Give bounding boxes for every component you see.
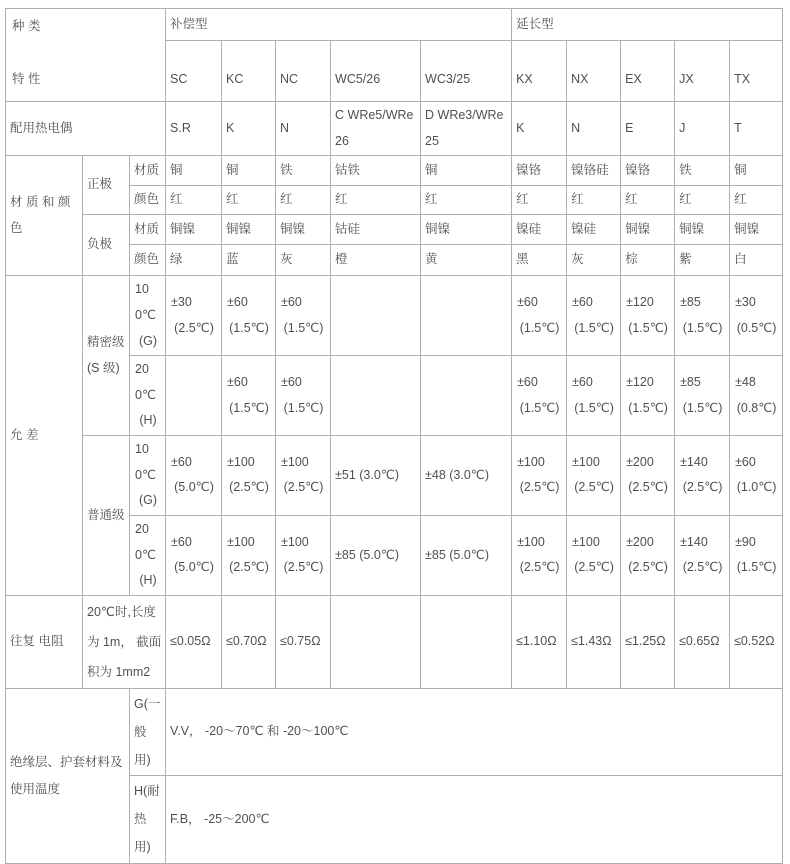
grade-g-label: (G) xyxy=(138,333,158,348)
tolerance-cell-single: ±85 (5.0℃) xyxy=(421,515,512,595)
pos-color-cell: 红 xyxy=(730,186,783,215)
tolerance-label: 允 差 xyxy=(6,276,83,596)
thermocouple-wire-spec-table xyxy=(5,8,783,864)
tc-row-label: 配用热电偶 xyxy=(6,102,166,156)
tolerance-cell: ±100 (2.5℃) xyxy=(276,436,331,516)
tolerance-cell: ±140 (2.5℃) xyxy=(675,515,730,595)
resistance-cell: ≤1.43Ω xyxy=(567,595,621,688)
pos-mat-cell: 镍铬硅 xyxy=(567,156,621,186)
tolerance-cell: ±60 (1.0℃) xyxy=(730,436,783,516)
tc-cell: K xyxy=(222,102,276,156)
tolerance-cell: ±60 (1.5℃) xyxy=(567,356,621,436)
tolerance-cell: ±85 (1.5℃) xyxy=(675,276,730,356)
resistance-label: 往复 电阻 xyxy=(6,595,83,688)
resistance-cell-empty xyxy=(421,595,512,688)
material-color-label: 材 质 和 颜 色 xyxy=(6,156,83,276)
temp-200-label: 200℃ xyxy=(135,362,156,402)
tc-cell: N xyxy=(276,102,331,156)
tolerance-cell: ±60 (1.5℃) xyxy=(276,356,331,436)
type-cell-tx: TX xyxy=(730,41,783,102)
temp-h-cell xyxy=(130,356,166,436)
tolerance-cell: ±60 (1.5℃) xyxy=(512,276,567,356)
grade-h-label: (H) xyxy=(139,413,157,428)
resistance-cell: ≤0.52Ω xyxy=(730,595,783,688)
tolerance-cell: ±120 (1.5℃) xyxy=(621,356,675,436)
pos-mat-cell: 铁 xyxy=(276,156,331,186)
type-cell-wc526: WC5/26 xyxy=(331,41,421,102)
tc-cell: C WRe5/WRe26 xyxy=(331,102,421,156)
pos-mat-cell: 铜 xyxy=(166,156,222,186)
resistance-cell: ≤0.70Ω xyxy=(222,595,276,688)
neg-color-cell: 蓝 xyxy=(222,245,276,276)
neg-color-cell: 紫 xyxy=(675,245,730,276)
tolerance-cell: ±30 (2.5℃) xyxy=(166,276,222,356)
neg-mat-cell: 铜镍 xyxy=(675,215,730,245)
insulation-h-label: H(耐热用) xyxy=(130,776,166,863)
pos-color-cell: 红 xyxy=(675,186,730,215)
pos-mat-cell: 镍铬 xyxy=(621,156,675,186)
resistance-condition: 20℃时,长度为 1m， 截面积为 1mm2 xyxy=(83,595,166,688)
neg-color-cell: 绿 xyxy=(166,245,222,276)
group-extension-header: 延长型 xyxy=(512,9,783,41)
pos-mat-cell: 铜 xyxy=(421,156,512,186)
tolerance-cell: ±100 (2.5℃) xyxy=(276,515,331,595)
resistance-cell: ≤0.65Ω xyxy=(675,595,730,688)
tc-cell: E xyxy=(621,102,675,156)
neg-mat-cell: 铜镍 xyxy=(621,215,675,245)
negative-pole-label: 负极 xyxy=(83,215,130,276)
temp-g-cell: 100℃ (G) xyxy=(130,436,166,516)
neg-color-cell: 黄 xyxy=(421,245,512,276)
neg-mat-cell: 镍硅 xyxy=(512,215,567,245)
tolerance-cell-single: ±51 (3.0℃) xyxy=(331,436,421,516)
table-row-precision-100 xyxy=(6,276,783,356)
tolerance-cell: ±30 (0.5℃) xyxy=(730,276,783,356)
tolerance-cell: ±60 (5.0℃) xyxy=(166,515,222,595)
tolerance-cell-empty xyxy=(421,356,512,436)
tolerance-cell: ±200 (2.5℃) xyxy=(621,515,675,595)
tc-cell: T xyxy=(730,102,783,156)
resistance-cell: ≤0.75Ω xyxy=(276,595,331,688)
tc-cell: D WRe3/WRe25 xyxy=(421,102,512,156)
table-row-neg-material xyxy=(6,215,783,245)
tolerance-cell: ±120 (1.5℃) xyxy=(621,276,675,356)
precision-grade-label: 精密级 (S 级) xyxy=(83,276,130,436)
neg-mat-cell: 钴硅 xyxy=(331,215,421,245)
insulation-g-label: G(一般用) xyxy=(130,688,166,775)
tolerance-cell-empty xyxy=(166,356,222,436)
neg-color-cell: 灰 xyxy=(567,245,621,276)
material-row-label: 材质 xyxy=(130,156,166,186)
feature-label: 特 性 xyxy=(12,72,41,87)
temp-h-cell: 200℃ (H) xyxy=(130,515,166,595)
table-row-thermocouple xyxy=(6,102,783,156)
ordinary-grade-label: 普通级 xyxy=(83,436,130,596)
spec-table-container xyxy=(5,8,783,864)
insulation-label: 绝缘层、护套材料及使用温度 xyxy=(6,688,130,863)
tolerance-cell: ±60 (1.5℃) xyxy=(567,276,621,356)
pos-color-cell: 红 xyxy=(166,186,222,215)
color-row-label: 颜色 xyxy=(130,245,166,276)
tolerance-cell-empty xyxy=(421,276,512,356)
positive-pole-label: 正极 xyxy=(83,156,130,215)
neg-color-cell: 黑 xyxy=(512,245,567,276)
pos-color-cell: 红 xyxy=(331,186,421,215)
tc-cell: N xyxy=(567,102,621,156)
tolerance-cell: ±48 (0.8℃) xyxy=(730,356,783,436)
pos-color-cell: 红 xyxy=(421,186,512,215)
pos-color-cell: 红 xyxy=(222,186,276,215)
neg-mat-cell: 铜镍 xyxy=(222,215,276,245)
type-cell-kc: KC xyxy=(222,41,276,102)
tolerance-cell-single: ±85 (5.0℃) xyxy=(331,515,421,595)
tolerance-cell: ±100 (2.5℃) xyxy=(512,436,567,516)
tolerance-cell: ±60 (1.5℃) xyxy=(512,356,567,436)
table-row-groups xyxy=(6,9,783,41)
tc-cell: S.R xyxy=(166,102,222,156)
pos-color-cell: 红 xyxy=(567,186,621,215)
pos-color-cell: 红 xyxy=(621,186,675,215)
table-row-pos-material xyxy=(6,156,783,186)
neg-mat-cell: 铜镍 xyxy=(421,215,512,245)
type-cell-wc325: WC3/25 xyxy=(421,41,512,102)
temp-100-label: 100℃ xyxy=(135,282,156,322)
insulation-h-value: F.B， -25～200℃ xyxy=(166,776,783,863)
color-row-label: 颜色 xyxy=(130,186,166,215)
table-row-ordinary-100 xyxy=(6,436,783,516)
kind-feature-inner xyxy=(6,9,165,101)
kind-label: 种 类 xyxy=(12,19,41,33)
tolerance-cell-single: ±48 (3.0℃) xyxy=(421,436,512,516)
neg-color-cell: 橙 xyxy=(331,245,421,276)
resistance-cell-empty xyxy=(331,595,421,688)
table-row-insulation-g xyxy=(6,688,783,775)
tolerance-cell: ±90 (1.5℃) xyxy=(730,515,783,595)
temp-g-cell xyxy=(130,276,166,356)
neg-mat-cell: 镍硅 xyxy=(567,215,621,245)
neg-color-cell: 白 xyxy=(730,245,783,276)
insulation-g-value: V.V， -20～70℃ 和 -20～100℃ xyxy=(166,688,783,775)
tolerance-cell: ±200 (2.5℃) xyxy=(621,436,675,516)
resistance-cell: ≤1.10Ω xyxy=(512,595,567,688)
type-cell-ex: EX xyxy=(621,41,675,102)
tolerance-cell-empty xyxy=(331,356,421,436)
pos-mat-cell: 铜 xyxy=(222,156,276,186)
pos-mat-cell: 钴铁 xyxy=(331,156,421,186)
pos-mat-cell: 镍铬 xyxy=(512,156,567,186)
tolerance-cell: ±60 (1.5℃) xyxy=(222,356,276,436)
type-cell-sc: SC xyxy=(166,41,222,102)
tc-cell: J xyxy=(675,102,730,156)
pos-mat-cell: 铜 xyxy=(730,156,783,186)
tolerance-cell: ±60 (5.0℃) xyxy=(166,436,222,516)
kind-feature-cell xyxy=(6,9,166,102)
tolerance-cell: ±100 (2.5℃) xyxy=(222,515,276,595)
tolerance-cell: ±100 (2.5℃) xyxy=(222,436,276,516)
neg-mat-cell: 铜镍 xyxy=(276,215,331,245)
neg-color-cell: 棕 xyxy=(621,245,675,276)
type-cell-kx: KX xyxy=(512,41,567,102)
tolerance-cell: ±85 (1.5℃) xyxy=(675,356,730,436)
tolerance-cell-empty xyxy=(331,276,421,356)
pos-mat-cell: 铁 xyxy=(675,156,730,186)
pos-color-cell: 红 xyxy=(276,186,331,215)
resistance-cell: ≤0.05Ω xyxy=(166,595,222,688)
tolerance-cell: ±100 (2.5℃) xyxy=(512,515,567,595)
neg-mat-cell: 铜镍 xyxy=(166,215,222,245)
tolerance-cell: ±60 (1.5℃) xyxy=(276,276,331,356)
material-row-label: 材质 xyxy=(130,215,166,245)
tolerance-cell: ±140 (2.5℃) xyxy=(675,436,730,516)
table-row-resistance xyxy=(6,595,783,688)
tc-cell: K xyxy=(512,102,567,156)
pos-color-cell: 红 xyxy=(512,186,567,215)
resistance-cell: ≤1.25Ω xyxy=(621,595,675,688)
neg-color-cell: 灰 xyxy=(276,245,331,276)
type-cell-jx: JX xyxy=(675,41,730,102)
type-cell-nc: NC xyxy=(276,41,331,102)
tolerance-cell: ±100 (2.5℃) xyxy=(567,436,621,516)
type-cell-nx: NX xyxy=(567,41,621,102)
neg-mat-cell: 铜镍 xyxy=(730,215,783,245)
tolerance-cell: ±60 (1.5℃) xyxy=(222,276,276,356)
group-compensation-header: 补偿型 xyxy=(166,9,512,41)
tolerance-cell: ±100 (2.5℃) xyxy=(567,515,621,595)
